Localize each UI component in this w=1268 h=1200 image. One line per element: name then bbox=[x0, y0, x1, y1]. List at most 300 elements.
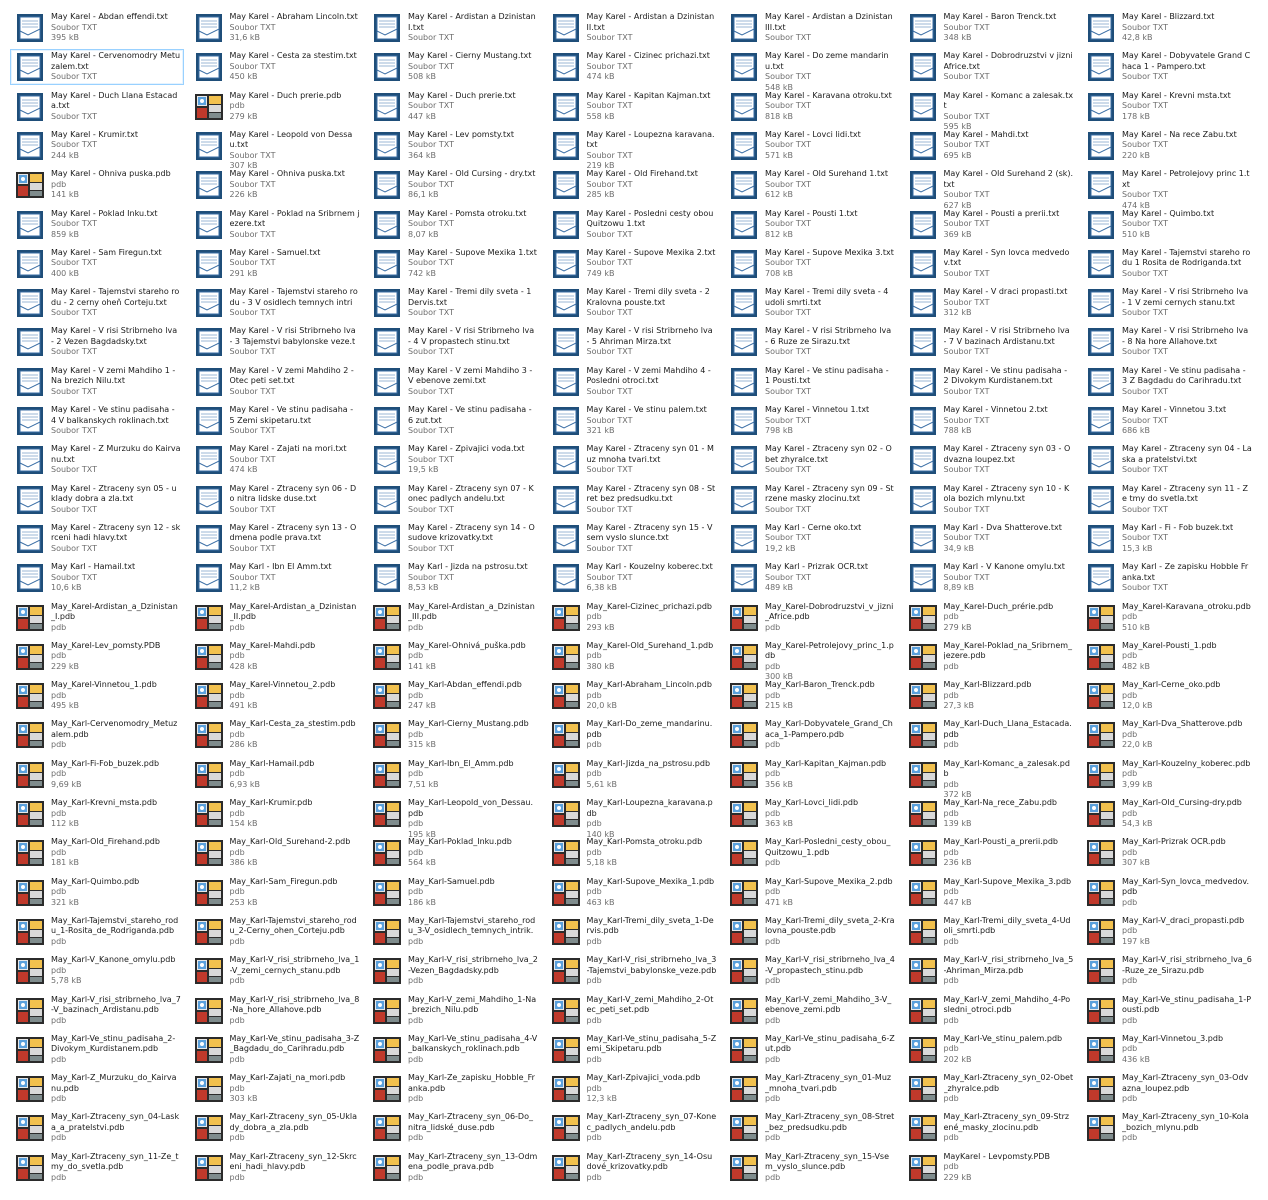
txt-file-item[interactable] bbox=[546, 560, 720, 596]
txt-file-item[interactable] bbox=[10, 482, 184, 518]
pdb-file-item[interactable] bbox=[189, 835, 363, 871]
pdb-file-item[interactable] bbox=[724, 875, 898, 911]
pdb-file-item[interactable] bbox=[367, 835, 541, 871]
txt-file-item[interactable] bbox=[903, 167, 1077, 210]
txt-file-item[interactable] bbox=[367, 207, 541, 243]
txt-file-item[interactable] bbox=[10, 442, 184, 478]
file-type: Soubor TXT bbox=[229, 572, 276, 582]
txt-file-item[interactable] bbox=[189, 246, 363, 282]
pdb-file-item[interactable] bbox=[903, 1110, 1077, 1146]
file-name: May Karel - V zemi Mahdiho 1 - Na brezich Nilu.txt bbox=[51, 365, 176, 386]
pdb-file-item[interactable] bbox=[724, 796, 898, 832]
file-text bbox=[230, 641, 360, 673]
file-type: Soubor TXT bbox=[1122, 347, 1168, 357]
pdb-file-item[interactable] bbox=[724, 993, 898, 1029]
pdb-file-item[interactable] bbox=[903, 1150, 1077, 1186]
txt-file-item[interactable] bbox=[546, 89, 720, 125]
txt-file-item[interactable] bbox=[903, 442, 1077, 478]
pdb-file-item[interactable] bbox=[189, 89, 363, 125]
file-name: May_Karl-Ztraceny_syn_05-Uklady_dobra_a_zla.pdb bbox=[229, 1112, 358, 1132]
txt-file-item[interactable] bbox=[189, 442, 363, 478]
txt-file-item[interactable] bbox=[10, 403, 184, 439]
pdb-file-item[interactable] bbox=[189, 1150, 363, 1186]
pdb-file-item[interactable] bbox=[189, 953, 363, 989]
file-text bbox=[765, 798, 895, 830]
pdb-file-item[interactable] bbox=[724, 835, 898, 871]
text-file-icon bbox=[908, 52, 938, 82]
pdb-file-item[interactable] bbox=[189, 875, 363, 911]
txt-file-item[interactable] bbox=[546, 49, 720, 85]
txt-file-item[interactable] bbox=[903, 285, 1077, 321]
file-name: May Karel - Old Surehand 2 (sk).txt bbox=[943, 169, 1074, 189]
file-name: May_Karl-V_zemi_Mahdiho_1-Na_brezich_Nilu.pdb bbox=[408, 994, 537, 1014]
file-text bbox=[51, 366, 181, 398]
txt-file-item[interactable] bbox=[367, 128, 541, 164]
file-type: pdb bbox=[765, 808, 781, 818]
txt-file-item[interactable] bbox=[1081, 442, 1255, 478]
txt-file-item[interactable] bbox=[10, 49, 184, 85]
txt-file-item[interactable] bbox=[189, 324, 363, 360]
file-size: 463 kB bbox=[586, 897, 615, 907]
file-name: May_Karl-Tajemstvi_stareho_rodu_2-Cerny_ohen_Corteju.pdb bbox=[229, 915, 357, 936]
pdb-file-item[interactable] bbox=[1081, 757, 1255, 793]
pdb-file-item[interactable] bbox=[724, 600, 898, 636]
pdb-file-item[interactable] bbox=[189, 1071, 363, 1107]
pdb-file-item[interactable] bbox=[724, 914, 898, 950]
file-text bbox=[587, 1073, 717, 1105]
txt-file-item[interactable] bbox=[724, 10, 898, 46]
file-type: Soubor TXT bbox=[408, 33, 454, 42]
text-file-icon bbox=[1086, 367, 1116, 397]
file-type: Soubor TXT bbox=[229, 258, 276, 268]
file-name: May Karel - Ztraceny syn 13 - Odmena podle prava.txt bbox=[229, 522, 357, 543]
file-type: pdb bbox=[765, 858, 781, 868]
file-text bbox=[408, 51, 538, 83]
file-text bbox=[1122, 405, 1252, 437]
pdb-file-item[interactable] bbox=[724, 1032, 898, 1068]
txt-file-item[interactable] bbox=[367, 324, 541, 360]
txt-file-item[interactable] bbox=[367, 89, 541, 125]
pdb-file-item[interactable] bbox=[367, 757, 541, 793]
text-file-icon bbox=[1086, 406, 1116, 436]
file-type: pdb bbox=[943, 1162, 959, 1172]
pdb-file-item[interactable] bbox=[367, 875, 541, 911]
txt-file-item[interactable] bbox=[903, 89, 1077, 132]
file-type: pdb bbox=[765, 936, 781, 946]
pdb-file-item[interactable] bbox=[10, 796, 184, 832]
txt-file-item[interactable] bbox=[546, 167, 720, 203]
file-name: May_Karl-Pousti_a_prerii.pdb bbox=[943, 837, 1059, 847]
pdb-file-item[interactable] bbox=[367, 914, 541, 950]
txt-file-item[interactable] bbox=[903, 49, 1077, 85]
txt-file-item[interactable] bbox=[367, 482, 541, 518]
pdb-file-item[interactable] bbox=[903, 875, 1077, 911]
pdb-file-icon bbox=[372, 799, 402, 829]
file-text bbox=[1122, 837, 1252, 869]
file-name: May Karel - Ohniva puska.pdb bbox=[51, 169, 171, 179]
txt-file-item[interactable] bbox=[189, 521, 363, 557]
pdb-file-item[interactable] bbox=[724, 678, 898, 714]
txt-file-item[interactable] bbox=[724, 560, 898, 596]
txt-file-item[interactable] bbox=[546, 482, 720, 518]
pdb-file-item[interactable] bbox=[724, 1110, 898, 1146]
pdb-file-item[interactable] bbox=[367, 678, 541, 714]
txt-file-item[interactable] bbox=[189, 207, 363, 243]
pdb-file-item[interactable] bbox=[1081, 993, 1255, 1029]
text-file-icon bbox=[194, 52, 224, 82]
pdb-file-item[interactable] bbox=[10, 678, 184, 714]
txt-file-item[interactable] bbox=[1081, 285, 1255, 321]
pdb-file-item[interactable] bbox=[367, 639, 541, 675]
txt-file-item[interactable] bbox=[1081, 482, 1255, 518]
pdb-file-item[interactable] bbox=[189, 757, 363, 793]
txt-file-item[interactable] bbox=[546, 364, 720, 400]
pdb-file-item[interactable] bbox=[10, 875, 184, 911]
txt-file-item[interactable] bbox=[903, 246, 1077, 282]
file-name: May Karel - Posledni cesty obou Quitzowu 1.txt bbox=[586, 208, 714, 228]
file-text bbox=[230, 1152, 360, 1184]
pdb-file-icon bbox=[729, 917, 759, 947]
txt-file-item[interactable] bbox=[367, 246, 541, 282]
pdb-file-item[interactable] bbox=[546, 914, 720, 950]
file-text bbox=[408, 130, 538, 162]
txt-file-item[interactable] bbox=[189, 128, 363, 171]
pdb-file-icon bbox=[15, 170, 45, 200]
file-text bbox=[51, 680, 181, 712]
txt-file-item[interactable] bbox=[903, 10, 1077, 46]
pdb-file-item[interactable] bbox=[10, 1071, 184, 1107]
txt-file-item[interactable] bbox=[724, 167, 898, 203]
txt-file-item[interactable] bbox=[1081, 246, 1255, 282]
pdb-file-item[interactable] bbox=[367, 1150, 541, 1186]
txt-file-item[interactable] bbox=[903, 324, 1077, 360]
txt-file-item[interactable] bbox=[724, 442, 898, 478]
txt-file-item[interactable] bbox=[367, 364, 541, 400]
pdb-file-item[interactable] bbox=[189, 796, 363, 832]
pdb-file-item[interactable] bbox=[903, 678, 1077, 714]
txt-file-item[interactable] bbox=[903, 364, 1077, 400]
file-name: May Karel - Ztraceny syn 06 - Do nitra lidske duse.txt bbox=[229, 483, 357, 504]
pdb-file-item[interactable] bbox=[546, 757, 720, 793]
txt-file-item[interactable] bbox=[1081, 128, 1255, 164]
file-name: May Karel - Supove Mexika 1.txt bbox=[408, 247, 537, 257]
pdb-file-item[interactable] bbox=[546, 835, 720, 871]
file-name: May Karel - Duch Llana Estacada.txt bbox=[51, 90, 178, 111]
txt-file-item[interactable] bbox=[189, 403, 363, 439]
txt-file-item[interactable] bbox=[546, 128, 720, 171]
file-name: May_Karel-Mahdi.pdb bbox=[229, 640, 316, 650]
pdb-file-item[interactable] bbox=[1081, 639, 1255, 675]
pdb-file-item[interactable] bbox=[546, 1032, 720, 1068]
pdb-file-item[interactable] bbox=[724, 757, 898, 793]
pdb-file-item[interactable] bbox=[1081, 914, 1255, 950]
pdb-file-item[interactable] bbox=[1081, 600, 1255, 636]
pdb-file-item[interactable] bbox=[367, 600, 541, 636]
file-name: May Karel - Ardistan a Dzinistan I.txt bbox=[408, 12, 536, 32]
pdb-file-item[interactable] bbox=[724, 1150, 898, 1186]
file-text bbox=[587, 955, 717, 987]
pdb-file-item[interactable] bbox=[903, 835, 1077, 871]
pdb-file-item[interactable] bbox=[367, 717, 541, 753]
pdb-file-icon bbox=[194, 878, 224, 908]
pdb-file-item[interactable] bbox=[10, 167, 184, 203]
pdb-file-item[interactable] bbox=[903, 993, 1077, 1029]
pdb-file-item[interactable] bbox=[903, 600, 1077, 636]
txt-file-item[interactable] bbox=[724, 521, 898, 557]
file-size: 491 kB bbox=[229, 701, 258, 711]
txt-file-item[interactable] bbox=[903, 128, 1077, 164]
file-type: Soubor TXT bbox=[51, 572, 97, 582]
file-type: Soubor TXT bbox=[229, 179, 276, 189]
pdb-file-item[interactable] bbox=[367, 953, 541, 989]
file-text bbox=[944, 719, 1074, 751]
file-size: 742 kB bbox=[408, 268, 436, 278]
txt-file-item[interactable] bbox=[1081, 364, 1255, 400]
text-file-icon bbox=[1086, 170, 1116, 200]
pdb-file-item[interactable] bbox=[367, 1110, 541, 1146]
pdb-file-item[interactable] bbox=[189, 639, 363, 675]
txt-file-item[interactable] bbox=[367, 521, 541, 557]
txt-file-item[interactable] bbox=[189, 364, 363, 400]
txt-file-item[interactable] bbox=[189, 560, 363, 596]
pdb-file-item[interactable] bbox=[1081, 717, 1255, 753]
file-name: May Karel - Cervenomodry Metuzalem.txt bbox=[51, 51, 181, 71]
txt-file-item[interactable] bbox=[10, 324, 184, 360]
txt-file-item[interactable] bbox=[10, 10, 184, 46]
txt-file-item[interactable] bbox=[724, 403, 898, 439]
pdb-file-item[interactable] bbox=[10, 757, 184, 793]
pdb-file-item[interactable] bbox=[546, 993, 720, 1029]
pdb-file-item[interactable] bbox=[546, 1110, 720, 1146]
file-text bbox=[765, 12, 895, 44]
pdb-file-item[interactable] bbox=[367, 1032, 541, 1068]
file-size: 482 kB bbox=[1122, 661, 1150, 671]
txt-file-item[interactable] bbox=[546, 521, 720, 557]
text-file-icon bbox=[729, 170, 759, 200]
txt-file-item[interactable] bbox=[10, 89, 184, 125]
txt-file-item[interactable] bbox=[724, 364, 898, 400]
pdb-file-item[interactable] bbox=[189, 678, 363, 714]
txt-file-item[interactable] bbox=[367, 10, 541, 46]
pdb-file-item[interactable] bbox=[546, 600, 720, 636]
file-name: May_Karl-Lovci_lidi.pdb bbox=[765, 798, 859, 807]
txt-file-item[interactable] bbox=[367, 285, 541, 321]
file-type: pdb bbox=[51, 690, 67, 700]
txt-file-item[interactable] bbox=[1081, 167, 1255, 210]
pdb-file-item[interactable] bbox=[10, 600, 184, 636]
pdb-file-item[interactable] bbox=[724, 717, 898, 753]
txt-file-item[interactable] bbox=[1081, 89, 1255, 125]
pdb-file-icon bbox=[551, 996, 581, 1026]
pdb-file-item[interactable] bbox=[189, 717, 363, 753]
txt-file-item[interactable] bbox=[1081, 324, 1255, 360]
file-name: May Karel - Ztraceny syn 02 - Obet zhyralce.txt bbox=[765, 444, 892, 464]
file-type: pdb bbox=[408, 1015, 424, 1025]
pdb-file-item[interactable] bbox=[10, 953, 184, 989]
pdb-file-item[interactable] bbox=[367, 993, 541, 1029]
txt-file-item[interactable] bbox=[10, 246, 184, 282]
txt-file-item[interactable] bbox=[367, 49, 541, 85]
txt-file-item[interactable] bbox=[189, 167, 363, 203]
file-name: May_Karl-Komanc_a_zalesak.pdb bbox=[943, 758, 1070, 779]
pdb-file-item[interactable] bbox=[10, 835, 184, 871]
pdb-file-item[interactable] bbox=[546, 875, 720, 911]
pdb-file-item[interactable] bbox=[546, 639, 720, 675]
txt-file-item[interactable] bbox=[724, 128, 898, 164]
file-name: May_Karl-Abraham_Lincoln.pdb bbox=[586, 680, 712, 690]
pdb-file-item[interactable] bbox=[189, 993, 363, 1029]
file-size: 236 kB bbox=[943, 858, 972, 868]
file-text bbox=[587, 366, 717, 398]
file-size: 708 kB bbox=[765, 268, 793, 278]
pdb-file-item[interactable] bbox=[1081, 1032, 1255, 1068]
pdb-file-item[interactable] bbox=[10, 993, 184, 1029]
txt-file-item[interactable] bbox=[903, 403, 1077, 439]
txt-file-item[interactable] bbox=[10, 285, 184, 321]
txt-file-item[interactable] bbox=[1081, 403, 1255, 439]
pdb-file-item[interactable] bbox=[1081, 1110, 1255, 1146]
file-text bbox=[1122, 248, 1252, 280]
txt-file-item[interactable] bbox=[189, 10, 363, 46]
txt-file-item[interactable] bbox=[367, 167, 541, 203]
txt-file-item[interactable] bbox=[1081, 207, 1255, 243]
text-file-icon bbox=[372, 485, 402, 515]
txt-file-item[interactable] bbox=[1081, 10, 1255, 46]
pdb-file-item[interactable] bbox=[903, 639, 1077, 675]
txt-file-item[interactable] bbox=[367, 442, 541, 478]
file-text bbox=[1122, 12, 1252, 44]
pdb-file-item[interactable] bbox=[903, 717, 1077, 753]
file-name: May_Karl-V_risi_stribrneho_lva_4-V_propastech_stinu.pdb bbox=[765, 955, 895, 975]
txt-file-item[interactable] bbox=[189, 285, 363, 321]
file-type: Soubor TXT bbox=[1122, 504, 1168, 514]
txt-file-item[interactable] bbox=[546, 246, 720, 282]
txt-file-item[interactable] bbox=[903, 482, 1077, 518]
txt-file-item[interactable] bbox=[724, 49, 898, 92]
pdb-file-item[interactable] bbox=[1081, 953, 1255, 989]
txt-file-item[interactable] bbox=[724, 285, 898, 321]
pdb-file-item[interactable] bbox=[724, 1071, 898, 1107]
text-file-icon bbox=[194, 406, 224, 436]
txt-file-item[interactable] bbox=[10, 207, 184, 243]
pdb-file-item[interactable] bbox=[10, 914, 184, 950]
file-name: May_Karl-Ztraceny_syn_04-Laska_a_pratelstvi.pdb bbox=[51, 1112, 180, 1132]
pdb-file-item[interactable] bbox=[903, 757, 1077, 800]
pdb-file-item[interactable] bbox=[1081, 1071, 1255, 1107]
txt-file-item[interactable] bbox=[724, 482, 898, 518]
txt-file-item[interactable] bbox=[189, 482, 363, 518]
pdb-file-icon bbox=[729, 760, 759, 790]
pdb-file-item[interactable] bbox=[189, 1110, 363, 1146]
file-size: 695 kB bbox=[943, 150, 972, 160]
pdb-file-item[interactable] bbox=[1081, 678, 1255, 714]
pdb-file-item[interactable] bbox=[367, 1071, 541, 1107]
txt-file-item[interactable] bbox=[546, 207, 720, 243]
pdb-file-item[interactable] bbox=[189, 600, 363, 636]
pdb-file-item[interactable] bbox=[546, 717, 720, 753]
pdb-file-item[interactable] bbox=[1081, 875, 1255, 911]
file-type: Soubor TXT bbox=[943, 190, 990, 200]
file-name: May_Karl-V_draci_propasti.pdb bbox=[1122, 915, 1245, 925]
txt-file-item[interactable] bbox=[546, 324, 720, 360]
txt-file-item[interactable] bbox=[724, 89, 898, 125]
pdb-file-icon bbox=[372, 917, 402, 947]
pdb-file-item[interactable] bbox=[903, 1071, 1077, 1107]
file-text bbox=[408, 955, 538, 987]
file-type: Soubor TXT bbox=[408, 61, 454, 71]
pdb-file-item[interactable] bbox=[10, 1110, 184, 1146]
file-size: 428 kB bbox=[229, 661, 258, 671]
pdb-file-icon bbox=[372, 681, 402, 711]
txt-file-item[interactable] bbox=[724, 246, 898, 282]
txt-file-item[interactable] bbox=[10, 560, 184, 596]
pdb-file-item[interactable] bbox=[546, 796, 720, 839]
pdb-file-item[interactable] bbox=[546, 678, 720, 714]
txt-file-item[interactable] bbox=[546, 442, 720, 478]
pdb-file-item[interactable] bbox=[724, 639, 898, 682]
file-name: May_Karl-Old_Cursing-dry.pdb bbox=[1122, 798, 1242, 807]
text-file-icon bbox=[1086, 249, 1116, 279]
txt-file-item[interactable] bbox=[10, 521, 184, 557]
txt-file-item[interactable] bbox=[546, 285, 720, 321]
text-file-icon bbox=[194, 367, 224, 397]
txt-file-item[interactable] bbox=[903, 207, 1077, 243]
pdb-file-item[interactable] bbox=[1081, 796, 1255, 832]
pdb-file-icon bbox=[194, 1035, 224, 1065]
txt-file-item[interactable] bbox=[903, 560, 1077, 596]
txt-file-item[interactable] bbox=[546, 403, 720, 439]
file-name: May Karel - Poklad Inku.txt bbox=[51, 208, 158, 218]
pdb-file-item[interactable] bbox=[724, 953, 898, 989]
txt-file-item[interactable] bbox=[189, 49, 363, 85]
txt-file-item[interactable] bbox=[1081, 560, 1255, 596]
txt-file-item[interactable] bbox=[367, 403, 541, 439]
pdb-file-item[interactable] bbox=[10, 1150, 184, 1186]
pdb-file-item[interactable] bbox=[903, 953, 1077, 989]
pdb-file-item[interactable] bbox=[189, 1032, 363, 1068]
pdb-file-item[interactable] bbox=[903, 1032, 1077, 1068]
pdb-file-item[interactable] bbox=[546, 1150, 720, 1186]
pdb-file-item[interactable] bbox=[10, 1032, 184, 1068]
file-name: May Karel - Cizinec prichazi.txt bbox=[586, 51, 710, 61]
txt-file-item[interactable] bbox=[10, 364, 184, 400]
text-file-icon bbox=[1086, 92, 1116, 122]
file-type: pdb bbox=[586, 819, 602, 828]
txt-file-item[interactable] bbox=[10, 128, 184, 164]
txt-file-item[interactable] bbox=[1081, 49, 1255, 85]
pdb-file-item[interactable] bbox=[10, 717, 184, 753]
txt-file-item[interactable] bbox=[724, 324, 898, 360]
file-name: May_Karl-Dobyvatele_Grand_Chaca_1-Pampero.pdb bbox=[765, 719, 893, 739]
txt-file-item[interactable] bbox=[724, 207, 898, 243]
pdb-file-item[interactable] bbox=[189, 914, 363, 950]
txt-file-item[interactable] bbox=[903, 521, 1077, 557]
pdb-file-item[interactable] bbox=[546, 1071, 720, 1107]
txt-file-item[interactable] bbox=[367, 560, 541, 596]
pdb-file-item[interactable] bbox=[903, 796, 1077, 832]
pdb-file-item[interactable] bbox=[367, 796, 541, 839]
file-type: Soubor TXT bbox=[586, 150, 633, 160]
pdb-file-item[interactable] bbox=[903, 914, 1077, 950]
pdb-file-icon bbox=[15, 956, 45, 986]
pdb-file-item[interactable] bbox=[1081, 835, 1255, 871]
txt-file-item[interactable] bbox=[1081, 521, 1255, 557]
file-size: 356 kB bbox=[765, 779, 793, 789]
pdb-file-item[interactable] bbox=[546, 953, 720, 989]
txt-file-item[interactable] bbox=[546, 10, 720, 46]
pdb-file-item[interactable] bbox=[10, 639, 184, 675]
file-size: 9,69 kB bbox=[51, 779, 82, 789]
